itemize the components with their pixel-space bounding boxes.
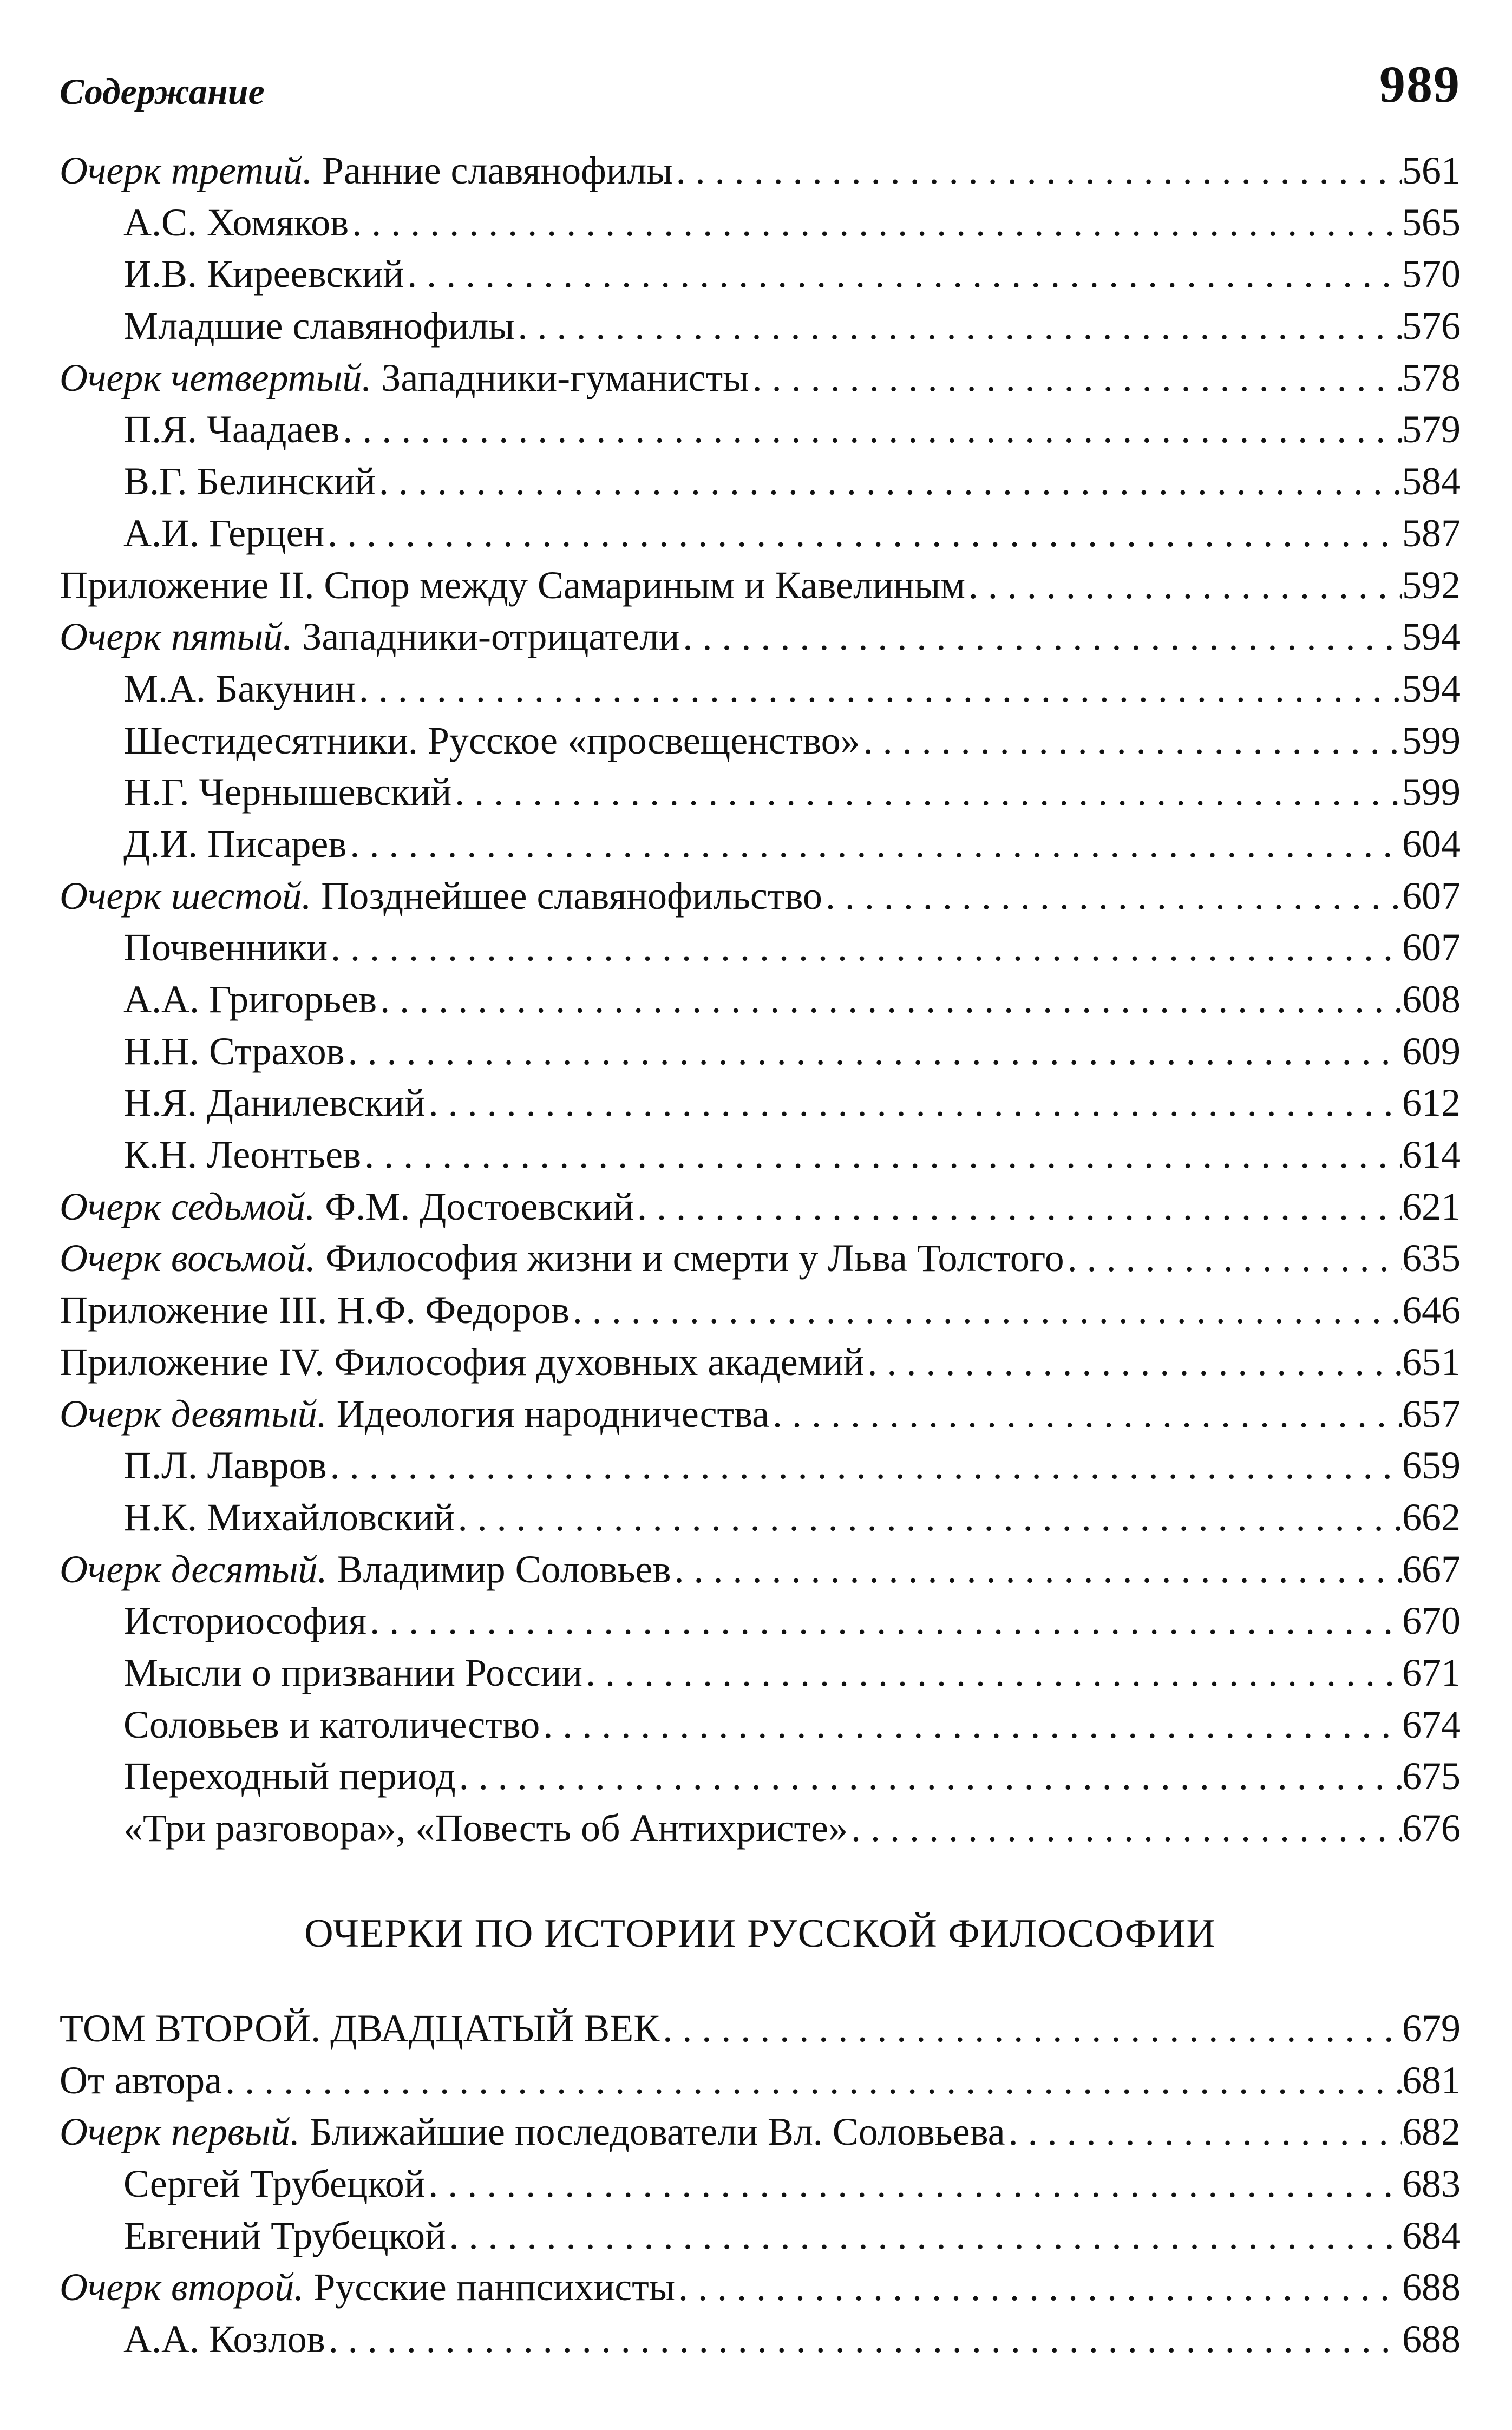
toc-page-number: 604 <box>1402 822 1461 866</box>
toc-title-text: Русские панпсихисты <box>304 2265 676 2309</box>
toc-entry-title <box>123 922 328 974</box>
toc-page-number: 607 <box>1402 874 1461 918</box>
dot-leader <box>328 922 1402 974</box>
toc-entry-title <box>60 1233 1064 1285</box>
toc-entry-title <box>123 1026 345 1078</box>
toc-entry-title <box>123 456 376 508</box>
toc-entry-title <box>60 611 679 663</box>
toc-entry <box>60 1233 1461 1285</box>
toc-entry-title <box>123 663 356 715</box>
dot-leader <box>675 2262 1402 2314</box>
toc-entry-title <box>60 1388 769 1440</box>
toc-page-number: 594 <box>1402 615 1461 659</box>
toc-title-text: Ближайшие последователи Вл. Соловьева <box>299 2110 1005 2154</box>
dot-leader <box>749 352 1402 404</box>
toc-entry-title <box>60 145 673 197</box>
toc-page-number: 667 <box>1402 1547 1461 1591</box>
toc-essay-label: Очерк седьмой. <box>60 1184 316 1228</box>
toc-entry <box>60 1647 1461 1699</box>
toc-entry-title <box>60 352 749 404</box>
toc-page-number: 675 <box>1402 1754 1461 1798</box>
toc-title-text: От автора <box>60 2058 222 2102</box>
dot-leader <box>426 1077 1402 1129</box>
toc-title-text: М.А. Бакунин <box>123 666 356 710</box>
toc-title-text: А.И. Герцен <box>123 511 325 555</box>
dot-leader <box>361 1129 1402 1181</box>
toc-title-text: И.В. Киреевский <box>123 252 404 296</box>
dot-leader <box>540 1699 1402 1751</box>
toc-title-text: Н.Я. Данилевский <box>123 1081 426 1125</box>
toc-title-text: Приложение II. Спор между Самариным и Кавелиным <box>60 563 965 607</box>
toc-essay-label: Очерк восьмой. <box>60 1236 316 1280</box>
dot-leader <box>222 2055 1402 2107</box>
toc-essay-label: Очерк первый. <box>60 2110 300 2154</box>
toc-essay-label: Очерк шестой. <box>60 874 312 918</box>
toc-entry-title <box>123 1595 366 1647</box>
toc-entry-title <box>60 2262 675 2314</box>
toc-essay-label: Очерк третий. <box>60 149 312 192</box>
toc-entry-title <box>60 1285 570 1337</box>
toc-entry <box>60 1181 1461 1233</box>
toc-entry-title <box>60 560 965 612</box>
toc-entry <box>60 818 1461 870</box>
dot-leader <box>864 1337 1402 1388</box>
toc-entry-title <box>123 1492 455 1544</box>
toc-entry <box>60 352 1461 404</box>
dot-leader <box>769 1388 1402 1440</box>
toc-page-number: 592 <box>1402 563 1461 607</box>
toc-page-number: 561 <box>1402 149 1461 192</box>
toc-page-number: 579 <box>1402 408 1461 451</box>
toc-title-text: П.Я. Чаадаев <box>123 408 340 451</box>
toc-entry <box>60 1803 1461 1855</box>
toc-title-text: Почвенники <box>123 926 328 970</box>
toc-entry-title <box>123 2314 325 2366</box>
dot-leader <box>376 456 1402 508</box>
dot-leader <box>404 248 1402 300</box>
toc-title-text: Мысли о призвании России <box>123 1650 582 1694</box>
toc-page-number: 587 <box>1402 511 1461 555</box>
toc-page-number: 570 <box>1402 252 1461 296</box>
toc-page-number: 576 <box>1402 304 1461 348</box>
toc-entry-title <box>123 974 377 1026</box>
toc-entry <box>60 508 1461 560</box>
toc-page-number: 621 <box>1402 1184 1461 1228</box>
toc-title-text: Приложение IV. Философия духовных академий <box>60 1340 865 1384</box>
toc-entry <box>60 1337 1461 1388</box>
toc-entry <box>60 1077 1461 1129</box>
toc-page-number: 599 <box>1402 770 1461 814</box>
dot-leader <box>582 1647 1402 1699</box>
toc-entry-title <box>60 870 822 922</box>
toc-entry <box>60 1129 1461 1181</box>
section-heading: ОЧЕРКИ ПО ИСТОРИИ РУССКОЙ ФИЛОСОФИИ <box>304 1911 1216 1956</box>
dot-leader <box>679 611 1402 663</box>
table-of-contents-part-1 <box>60 145 1461 1855</box>
toc-entry-title <box>123 1440 327 1492</box>
toc-page-number: 688 <box>1402 2265 1461 2309</box>
toc-page-number: 688 <box>1402 2317 1461 2361</box>
toc-entry <box>60 456 1461 508</box>
toc-page-number: 609 <box>1402 1029 1461 1073</box>
toc-entry <box>60 715 1461 767</box>
toc-page-number: 599 <box>1402 718 1461 762</box>
toc-entry-title <box>60 1337 864 1388</box>
toc-page-number: 612 <box>1402 1081 1461 1125</box>
toc-entry-title <box>123 767 451 818</box>
dot-leader <box>570 1285 1402 1337</box>
dot-leader <box>356 663 1402 715</box>
toc-entry <box>60 922 1461 974</box>
toc-essay-label: Очерк десятый. <box>60 1547 328 1591</box>
toc-title-text: К.Н. Леонтьев <box>123 1133 362 1177</box>
toc-entry <box>60 1440 1461 1492</box>
toc-entry-title <box>123 508 324 560</box>
toc-page-number: 682 <box>1402 2110 1461 2154</box>
toc-title-text: А.С. Хомяков <box>123 200 349 244</box>
toc-entry <box>60 1544 1461 1596</box>
toc-entry-title <box>123 1647 582 1699</box>
toc-title-text: Ранние славянофилы <box>312 149 673 192</box>
toc-entry-title <box>60 2003 659 2055</box>
toc-entry <box>60 1388 1461 1440</box>
toc-title-text: Идеология народничества <box>326 1392 770 1436</box>
toc-title-text: Позднейшее славянофильство <box>311 874 822 918</box>
dot-leader <box>339 404 1402 456</box>
toc-entry <box>60 2003 1461 2055</box>
toc-page-number: 584 <box>1402 460 1461 503</box>
toc-page-number: 635 <box>1402 1236 1461 1280</box>
toc-title-text: А.А. Козлов <box>123 2317 325 2361</box>
toc-page-number: 679 <box>1402 2007 1461 2050</box>
toc-entry <box>60 2106 1461 2158</box>
dot-leader <box>349 197 1402 249</box>
toc-title-text: Н.Г. Чернышевский <box>123 770 452 814</box>
dot-leader <box>634 1181 1402 1233</box>
toc-page-number: 681 <box>1402 2058 1461 2102</box>
toc-page-number: 607 <box>1402 926 1461 970</box>
toc-title-text: Западники-отрицатели <box>292 615 680 659</box>
toc-page-number: 674 <box>1402 1702 1461 1746</box>
page-header <box>60 54 1461 135</box>
toc-entry-title <box>123 715 860 767</box>
table-of-contents-part-2 <box>60 2003 1461 2366</box>
toc-entry <box>60 611 1461 663</box>
toc-title-text: Западники-гуманисты <box>371 356 749 399</box>
toc-page-number: 594 <box>1402 666 1461 710</box>
toc-entry <box>60 145 1461 197</box>
dot-leader <box>822 870 1402 922</box>
toc-page-number: 578 <box>1402 356 1461 399</box>
toc-essay-label: Очерк четвертый. <box>60 356 372 399</box>
toc-entry <box>60 2055 1461 2107</box>
dot-leader <box>659 2003 1402 2055</box>
toc-title-text: Приложение III. Н.Ф. Федоров <box>60 1288 570 1332</box>
toc-entry <box>60 1492 1461 1544</box>
toc-page-number: 662 <box>1402 1495 1461 1539</box>
toc-essay-label: Очерк второй. <box>60 2265 304 2309</box>
toc-title-text: «Три разговора», «Повесть об Антихристе» <box>123 1806 848 1850</box>
dot-leader <box>860 715 1402 767</box>
toc-entry-title <box>60 1544 671 1596</box>
toc-entry <box>60 1026 1461 1078</box>
toc-page-number: 614 <box>1402 1133 1461 1177</box>
dot-leader <box>1005 2106 1402 2158</box>
toc-title-text: Историософия <box>123 1599 367 1643</box>
toc-entry-title <box>123 1699 540 1751</box>
toc-page-number: 651 <box>1402 1340 1461 1384</box>
toc-entry <box>60 1595 1461 1647</box>
toc-title-text: ТОМ ВТОРОЙ. ДВАДЦАТЫЙ ВЕК <box>60 2007 660 2050</box>
toc-entry-title <box>123 1751 456 1803</box>
dot-leader <box>425 2158 1402 2210</box>
toc-page-number: 676 <box>1402 1806 1461 1850</box>
toc-title-text: Сергей Трубецкой <box>123 2162 426 2206</box>
toc-entry-title <box>123 197 349 249</box>
toc-entry <box>60 2314 1461 2366</box>
toc-title-text: Младшие славянофилы <box>123 304 515 348</box>
toc-entry-title <box>123 818 346 870</box>
toc-entry-title <box>123 404 339 456</box>
toc-title-text: Переходный период <box>123 1754 456 1798</box>
toc-entry-title <box>123 1803 848 1855</box>
toc-title-text: Соловьев и католичество <box>123 1702 540 1746</box>
toc-page-number: 684 <box>1402 2213 1461 2257</box>
dot-leader <box>455 1492 1402 1544</box>
toc-entry <box>60 197 1461 249</box>
toc-title-text: Н.К. Михайловский <box>123 1495 455 1539</box>
toc-title-text: П.Л. Лавров <box>123 1444 327 1488</box>
dot-leader <box>327 1440 1402 1492</box>
toc-entry <box>60 300 1461 352</box>
toc-title-text: А.А. Григорьев <box>123 978 377 1021</box>
toc-page-number: 659 <box>1402 1444 1461 1488</box>
toc-entry <box>60 974 1461 1026</box>
toc-page-number: 670 <box>1402 1599 1461 1643</box>
toc-title-text: Евгений Трубецкой <box>123 2213 446 2257</box>
page-number: 989 <box>1379 55 1461 113</box>
toc-entry <box>60 404 1461 456</box>
toc-entry-title <box>60 1181 634 1233</box>
toc-title-text: Философия жизни и смерти у Льва Толстого <box>315 1236 1064 1280</box>
dot-leader <box>671 1544 1402 1596</box>
dot-leader <box>346 818 1402 870</box>
dot-leader <box>446 2210 1402 2262</box>
toc-page-number: 683 <box>1402 2162 1461 2206</box>
dot-leader <box>324 508 1402 560</box>
toc-title-text: Владимир Соловьев <box>327 1547 671 1591</box>
toc-entry <box>60 870 1461 922</box>
dot-leader <box>965 560 1402 612</box>
dot-leader <box>325 2314 1402 2366</box>
toc-entry <box>60 1285 1461 1337</box>
toc-page-number: 657 <box>1402 1392 1461 1436</box>
dot-leader <box>377 974 1402 1026</box>
toc-entry-title <box>123 1077 426 1129</box>
toc-entry <box>60 1699 1461 1751</box>
toc-entry-title <box>123 248 404 300</box>
toc-page-number: 565 <box>1402 200 1461 244</box>
toc-title-text: Н.Н. Страхов <box>123 1029 345 1073</box>
dot-leader <box>345 1026 1402 1078</box>
toc-title-text: Шестидесятники. Русское «просвещенство» <box>123 718 860 762</box>
dot-leader <box>1064 1233 1402 1285</box>
toc-page-number: 646 <box>1402 1288 1461 1332</box>
toc-entry-title <box>123 300 515 352</box>
running-title: Содержание <box>60 71 265 112</box>
toc-page-number: 608 <box>1402 978 1461 1021</box>
toc-title-text: Ф.М. Достоевский <box>315 1184 634 1228</box>
toc-essay-label: Очерк девятый. <box>60 1392 327 1436</box>
toc-entry-title <box>123 2210 446 2262</box>
toc-entry-title <box>60 2106 1005 2158</box>
toc-page-number: 671 <box>1402 1650 1461 1694</box>
toc-entry <box>60 663 1461 715</box>
dot-leader <box>456 1751 1402 1803</box>
dot-leader <box>848 1803 1402 1855</box>
toc-entry <box>60 248 1461 300</box>
toc-entry-title <box>60 2055 222 2107</box>
toc-entry <box>60 560 1461 612</box>
toc-entry-title <box>123 1129 361 1181</box>
toc-entry <box>60 2262 1461 2314</box>
toc-entry-title <box>123 2158 425 2210</box>
dot-leader <box>515 300 1403 352</box>
toc-entry <box>60 2158 1461 2210</box>
dot-leader <box>366 1595 1402 1647</box>
dot-leader <box>673 145 1402 197</box>
toc-title-text: Д.И. Писарев <box>123 822 347 866</box>
toc-entry <box>60 767 1461 818</box>
toc-title-text: В.Г. Белинский <box>123 460 376 503</box>
toc-essay-label: Очерк пятый. <box>60 615 293 659</box>
dot-leader <box>451 767 1402 818</box>
toc-entry <box>60 2210 1461 2262</box>
toc-entry <box>60 1751 1461 1803</box>
